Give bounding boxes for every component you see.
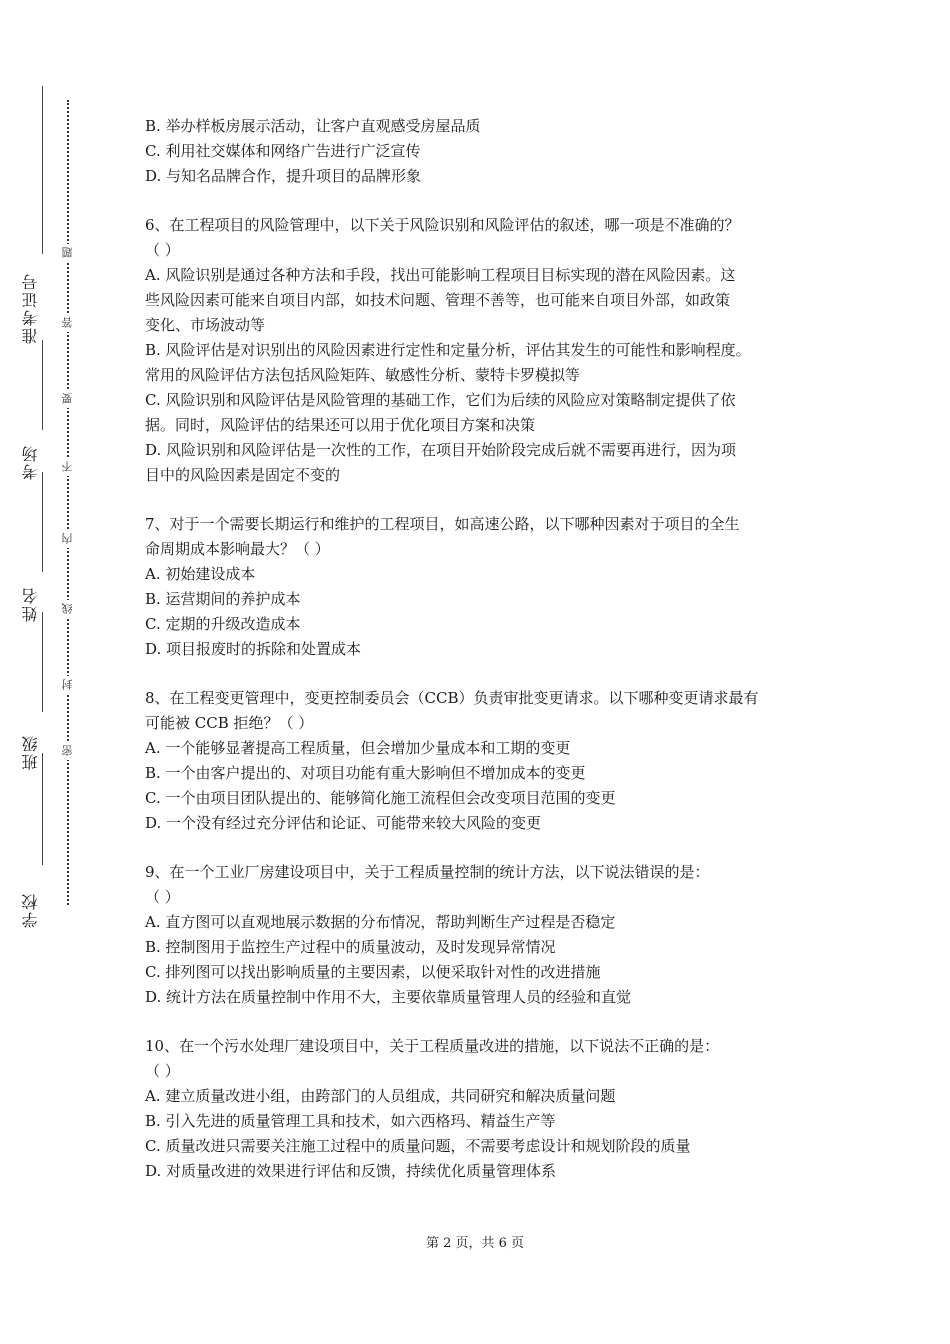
exam-room-label: 考场 <box>21 444 40 480</box>
seal-char: 要 <box>58 390 78 408</box>
option-line: B. 风险评估是对识别出的风险因素进行定性和定量分析，评估其发生的可能性和影响程度。 <box>145 341 751 359</box>
answer-blank: （ ） <box>145 241 180 259</box>
question-block-5-tail <box>145 114 825 189</box>
seal-char: 线 <box>58 600 78 618</box>
school-label: 学校 <box>21 892 40 928</box>
seal-char: 不 <box>58 458 78 476</box>
option-line: 常用的风险评估方法包括风险矩阵、敏感性分析、蒙特卡罗模拟等 <box>145 366 581 384</box>
binding-margin <box>0 0 100 1344</box>
option-line: C. 一个由项目团队提出的、能够简化施工流程但会改变项目范围的变更 <box>145 789 616 807</box>
seal-dotted-line <box>67 100 69 905</box>
question-stem: 10、在一个污水处理厂建设项目中，关于工程质量改进的措施，以下说法不正确的是： <box>145 1037 720 1055</box>
option-line: B. 一个由客户提出的、对项目功能有重大影响但不增加成本的变更 <box>145 764 586 782</box>
option-line: A. 一个能够显著提高工程质量，但会增加少量成本和工期的变更 <box>145 739 571 757</box>
option-line: C. 定期的升级改造成本 <box>145 615 301 633</box>
option-line: D. 统计方法在质量控制中作用不大，主要依靠质量管理人员的经验和直觉 <box>145 988 632 1006</box>
answer-blank: （ ） <box>145 888 180 906</box>
seal-char: 内 <box>58 530 78 548</box>
option-line: D. 项目报废时的拆除和处置成本 <box>145 640 362 658</box>
seal-char: 密 <box>58 742 78 760</box>
option-line: B. 引入先进的质量管理工具和技术，如六西格玛、精益生产等 <box>145 1112 556 1130</box>
option-line: 据。同时，风险评估的结果还可以用于优化项目方案和决策 <box>145 416 536 434</box>
option-line: D. 对质量改进的效果进行评估和反馈，持续优化质量管理体系 <box>145 1162 557 1180</box>
question-stem: 6、在工程项目的风险管理中，以下关于风险识别和风险评估的叙述，哪一项是不准确的？ <box>145 216 740 234</box>
question-10 <box>145 1034 825 1184</box>
page-footer: 第 2 页，共 6 页 <box>425 1236 525 1251</box>
option-line: A. 风险识别是通过各种方法和手段，找出可能影响工程项目目标实现的潜在风险因素。这 <box>145 266 736 284</box>
option-line: B. 控制图用于监控生产过程中的质量波动，及时发现异常情况 <box>145 938 556 956</box>
question-8 <box>145 686 825 836</box>
name-label: 姓名 <box>21 586 40 622</box>
question-7 <box>145 512 825 662</box>
seal-char: 答 <box>58 314 78 332</box>
option-line: A. 直方图可以直观地展示数据的分布情况，帮助判断生产过程是否稳定 <box>145 913 616 931</box>
ticket-number-label: 准考证号 <box>21 272 40 344</box>
option-line: 变化、市场波动等 <box>145 316 266 334</box>
option-line: B. 运营期间的养护成本 <box>145 590 301 608</box>
option-line: C. 质量改进只需要关注施工过程中的质量问题，不需要考虑设计和规划阶段的质量 <box>145 1137 691 1155</box>
option-line: C. 排列图可以找出影响质量的主要因素，以便采取针对性的改进措施 <box>145 963 601 981</box>
option-line: 目中的风险因素是固定不变的 <box>145 466 341 484</box>
option-line: 些风险因素可能来自项目内部，如技术问题、管理不善等，也可能来自项目外部，如政策 <box>145 291 731 309</box>
seal-char: 封 <box>58 676 78 694</box>
class-label: 班级 <box>21 734 40 770</box>
option-line: B. 举办样板房展示活动，让客户直观感受房屋品质 <box>145 117 481 135</box>
seal-char: 题 <box>58 244 78 262</box>
question-stem: 8、在工程变更管理中，变更控制委员会（CCB）负责审批变更请求。以下哪种变更请求最有 <box>145 689 759 707</box>
question-stem: 可能被 CCB 拒绝？（ ） <box>145 714 314 732</box>
question-stem: 7、对于一个需要长期运行和维护的工程项目，如高速公路，以下哪种因素对于项目的全生 <box>145 515 740 533</box>
option-line: A. 建立质量改进小组，由跨部门的人员组成，共同研究和解决质量问题 <box>145 1087 616 1105</box>
option-line: D. 风险识别和风险评估是一次性的工作，在项目开始阶段完成后就不需要再进行，因为项 <box>145 441 737 459</box>
question-6 <box>145 213 825 488</box>
answer-blank: （ ） <box>145 1062 180 1080</box>
option-line: D. 与知名品牌合作，提升项目的品牌形象 <box>145 167 422 185</box>
ticket-number-line <box>42 86 43 254</box>
question-stem: 命周期成本影响最大？（ ） <box>145 540 330 558</box>
question-stem: 9、在一个工业厂房建设项目中，关于工程质量控制的统计方法，以下说法错误的是： <box>145 863 710 881</box>
option-line: C. 利用社交媒体和网络广告进行广泛宣传 <box>145 142 421 160</box>
question-content <box>145 114 825 1184</box>
question-9 <box>145 860 825 1010</box>
option-line: A. 初始建设成本 <box>145 565 256 583</box>
option-line: C. 风险识别和风险评估是风险管理的基础工作，它们为后续的风险应对策略制定提供了依 <box>145 391 736 409</box>
option-line: D. 一个没有经过充分评估和论证、可能带来较大风险的变更 <box>145 814 542 832</box>
